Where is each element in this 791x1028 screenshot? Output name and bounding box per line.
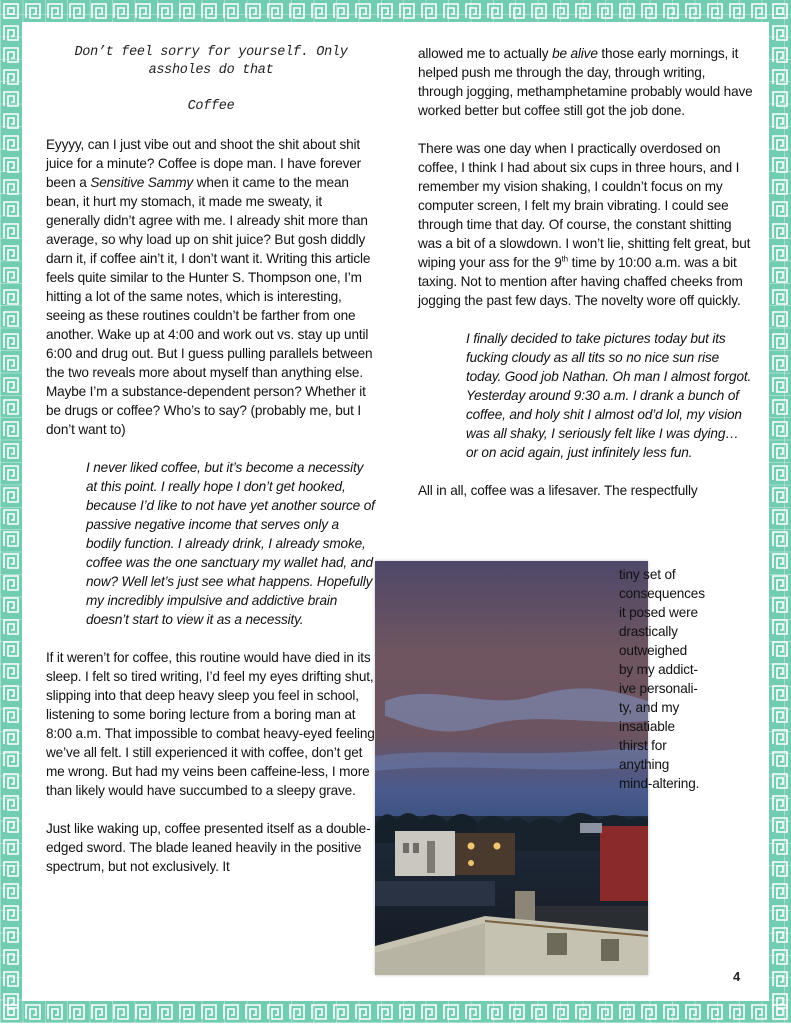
greek-key-tile-icon bbox=[769, 418, 791, 440]
greek-key-tile-icon bbox=[242, 0, 264, 22]
greek-key-tile-icon bbox=[0, 440, 22, 462]
wrapped-line: anything bbox=[619, 757, 670, 772]
wrapped-line: outweighed bbox=[619, 643, 688, 658]
greek-key-tile-icon bbox=[0, 880, 22, 902]
greek-key-tile-icon bbox=[0, 660, 22, 682]
greek-key-tile-icon bbox=[0, 924, 22, 946]
greek-key-tile-icon bbox=[286, 0, 308, 22]
greek-key-tile-icon bbox=[769, 374, 791, 396]
greek-key-tile-icon bbox=[769, 770, 791, 792]
border-right bbox=[769, 22, 791, 1001]
greek-key-tile-icon bbox=[264, 0, 286, 22]
greek-key-tile-icon bbox=[682, 1001, 704, 1023]
greek-key-tile-icon bbox=[748, 0, 770, 22]
greek-key-tile-icon bbox=[506, 0, 528, 22]
right-column bbox=[418, 44, 753, 500]
greek-key-tile-icon bbox=[769, 528, 791, 550]
body-paragraph: allowed me to actually be alive those early mornings, it helped push me through the day, through writing, through jogging, methamphetamine probably would have worked better but coffee still got the job done. bbox=[418, 46, 753, 118]
wrapped-line: ty, and my bbox=[619, 700, 680, 715]
greek-key-tile-icon bbox=[769, 506, 791, 528]
greek-key-tile-icon bbox=[769, 198, 791, 220]
greek-key-tile-icon bbox=[638, 1001, 660, 1023]
greek-key-tile-icon bbox=[330, 0, 352, 22]
greek-key-tile-icon bbox=[0, 154, 22, 176]
greek-key-tile-icon bbox=[198, 0, 220, 22]
greek-key-tile-icon bbox=[506, 1001, 528, 1023]
greek-key-tile-icon bbox=[308, 1001, 330, 1023]
greek-key-tile-icon bbox=[440, 1001, 462, 1023]
greek-key-tile-icon bbox=[769, 748, 791, 770]
greek-key-tile-icon bbox=[769, 726, 791, 748]
greek-key-tile-icon bbox=[0, 88, 22, 110]
journal-quote: I finally decided to take pictures today but its fucking cloudy as all tits so no nice sun rise today. Good job Nathan. Oh man I almost forgot. Yesterday around 9:30 a.m. I drank a bunch of coffee, and holy shit I almost od’d lol, my vision was all shaky, I seriously felt like I was dying… or on acid again, just infinitely less fun. bbox=[466, 331, 752, 460]
corner-ornament-icon bbox=[769, 1001, 791, 1023]
emphasis: Sensitive Sammy bbox=[90, 175, 194, 190]
greek-key-tile-icon bbox=[0, 550, 22, 572]
greek-key-tile-icon bbox=[769, 308, 791, 330]
greek-key-tile-icon bbox=[769, 924, 791, 946]
corner-ornament-icon bbox=[769, 0, 791, 22]
greek-key-tile-icon bbox=[0, 836, 22, 858]
corner-ornament-icon bbox=[0, 0, 22, 22]
greek-key-tile-icon bbox=[154, 0, 176, 22]
greek-key-tile-icon bbox=[769, 264, 791, 286]
greek-key-tile-icon bbox=[330, 1001, 352, 1023]
greek-key-tile-icon bbox=[198, 1001, 220, 1023]
greek-key-tile-icon bbox=[264, 1001, 286, 1023]
greek-key-tile-icon bbox=[769, 154, 791, 176]
greek-key-tile-icon bbox=[769, 814, 791, 836]
dusk-rooftops-photo bbox=[375, 561, 648, 975]
greek-key-tile-icon bbox=[0, 264, 22, 286]
greek-key-tile-icon bbox=[528, 1001, 550, 1023]
wrapped-line: insatiable bbox=[619, 719, 675, 734]
greek-key-tile-icon bbox=[0, 132, 22, 154]
greek-key-tile-icon bbox=[748, 1001, 770, 1023]
greek-key-tile-icon bbox=[0, 506, 22, 528]
greek-key-tile-icon bbox=[374, 1001, 396, 1023]
greek-key-tile-icon bbox=[769, 550, 791, 572]
greek-key-tile-icon bbox=[726, 0, 748, 22]
greek-key-tile-icon bbox=[682, 0, 704, 22]
greek-key-tile-icon bbox=[352, 1001, 374, 1023]
epigraph: Don’t feel sorry for yourself. Only assholes do that bbox=[74, 45, 348, 78]
greek-key-tile-icon bbox=[550, 1001, 572, 1023]
greek-key-tile-icon bbox=[0, 176, 22, 198]
greek-key-tile-icon bbox=[0, 374, 22, 396]
greek-key-tile-icon bbox=[484, 0, 506, 22]
greek-key-tile-icon bbox=[572, 1001, 594, 1023]
greek-key-tile-icon bbox=[638, 0, 660, 22]
greek-key-tile-icon bbox=[0, 352, 22, 374]
body-paragraph-lead: All in all, coffee was a lifesaver. The respectfully bbox=[418, 483, 698, 498]
greek-key-tile-icon bbox=[66, 0, 88, 22]
greek-key-tile-icon bbox=[704, 1001, 726, 1023]
greek-key-tile-icon bbox=[0, 220, 22, 242]
greek-key-tile-icon bbox=[0, 748, 22, 770]
wrapped-line: drastically bbox=[619, 624, 678, 639]
greek-key-tile-icon bbox=[0, 946, 22, 968]
greek-key-tile-icon bbox=[769, 132, 791, 154]
greek-key-tile-icon bbox=[769, 110, 791, 132]
greek-key-tile-icon bbox=[132, 1001, 154, 1023]
greek-key-tile-icon bbox=[769, 44, 791, 66]
greek-key-tile-icon bbox=[769, 352, 791, 374]
greek-key-tile-icon bbox=[769, 176, 791, 198]
border-left bbox=[0, 22, 22, 1001]
greek-key-tile-icon bbox=[396, 0, 418, 22]
body-paragraph: If it weren’t for coffee, this routine would have died in its sleep. I felt so tired writing, I’d feel my eyes drifting shut, slipping into that deep heavy sleep you feel in school, listening to some boring lecture from a boring man at 8:00 a.m. That impossible to combat heavy-eyed feeling we’ve all felt. I still experienced it with coffee, don’t get me wrong. But had my veins been caffeine-less, I more than likely would have succumbed to a sleepy grave. bbox=[46, 650, 375, 798]
page-number: 4 bbox=[733, 969, 741, 984]
journal-quote: I never liked coffee, but it’s become a necessity at this point. I really hope I don’t get hooked, because I’d like to not have yet another source of passive negative income that serves only a bodily function. I already drink, I already smoke, coffee was the one sanctuary my wallet had, and now? Well let’s just see what happens. Hopefully my incredibly impulsive and addictive brain doesn’t start to view it as a necessity. bbox=[86, 460, 375, 627]
greek-key-tile-icon bbox=[0, 968, 22, 990]
greek-key-tile-icon bbox=[769, 682, 791, 704]
greek-key-tile-icon bbox=[462, 0, 484, 22]
greek-key-tile-icon bbox=[176, 1001, 198, 1023]
greek-key-tile-icon bbox=[769, 462, 791, 484]
greek-key-tile-icon bbox=[88, 1001, 110, 1023]
body-paragraph: Just like waking up, coffee presented itself as a double-edged sword. The blade leaned heavily in the positive spectrum, but not exclusively. It bbox=[46, 821, 371, 874]
greek-key-tile-icon bbox=[0, 22, 22, 44]
greek-key-tile-icon bbox=[769, 836, 791, 858]
wrapped-line: it posed were bbox=[619, 605, 698, 620]
greek-key-tile-icon bbox=[769, 242, 791, 264]
greek-key-tile-icon bbox=[769, 858, 791, 880]
greek-key-tile-icon bbox=[44, 0, 66, 22]
greek-key-tile-icon bbox=[769, 616, 791, 638]
greek-key-tile-icon bbox=[352, 0, 374, 22]
greek-key-tile-icon bbox=[0, 286, 22, 308]
body-paragraph: Eyyyy, can I just vibe out and shoot the shit about shit juice for a minute? Coffee is dope man. I have forever been a Sensitive Sammy when it came to the mean bean, it hurt my stomach, it made me sweaty, it generally didn’t agree with me. I already shit more than average, so why load up on shit juice? But gosh diddly darn it, if coffee ain’t it, I don’t want it. Writing this article feels quite similar to the Hunter S. Thompson one, I’m hitting a lot of the same notes, which is interesting, seeing as these routines couldn’t be farther from one another. Wake up at 4:00 and work out vs. stay up until 6:00 and drug out. But I guess pulling parallels between the two reveals more about myself than anything else. Maybe I’m a substance-dependent person? Whether it be drugs or coffee? Who’s to say? (probably me, but I don’t want to) bbox=[46, 137, 373, 437]
greek-key-tile-icon bbox=[286, 1001, 308, 1023]
greek-key-tile-icon bbox=[769, 638, 791, 660]
body-paragraph: There was one day when I practically overdosed on coffee, I think I had about six cups in three hours, and I remember my vision shaking, I couldn’t focus on my computer screen, I felt my brain vibrating. I could see through time that day. Of course, the constant shitting was a bit of a slowdown. I won’t lie, shitting felt great, but wiping your ass for the 9th time by 10:00 a.m. was a bit taxing. Not to mention after having chaffed cheeks from jogging the past few days. The novelty wore off quickly. bbox=[418, 141, 751, 308]
greek-key-tile-icon bbox=[616, 0, 638, 22]
emphasis: be alive bbox=[552, 46, 598, 61]
greek-key-tile-icon bbox=[0, 792, 22, 814]
greek-key-tile-icon bbox=[0, 858, 22, 880]
greek-key-tile-icon bbox=[528, 0, 550, 22]
greek-key-tile-icon bbox=[704, 0, 726, 22]
greek-key-tile-icon bbox=[0, 528, 22, 550]
greek-key-tile-icon bbox=[0, 396, 22, 418]
greek-key-tile-icon bbox=[769, 902, 791, 924]
greek-key-tile-icon bbox=[0, 308, 22, 330]
greek-key-tile-icon bbox=[769, 968, 791, 990]
greek-key-tile-icon bbox=[418, 0, 440, 22]
greek-key-tile-icon bbox=[0, 616, 22, 638]
greek-key-tile-icon bbox=[594, 0, 616, 22]
greek-key-tile-icon bbox=[0, 110, 22, 132]
greek-key-tile-icon bbox=[176, 0, 198, 22]
greek-key-tile-icon bbox=[0, 726, 22, 748]
greek-key-tile-icon bbox=[0, 902, 22, 924]
greek-key-tile-icon bbox=[660, 0, 682, 22]
greek-key-tile-icon bbox=[769, 484, 791, 506]
greek-key-tile-icon bbox=[242, 1001, 264, 1023]
greek-key-tile-icon bbox=[396, 1001, 418, 1023]
border-top bbox=[22, 0, 769, 22]
greek-key-tile-icon bbox=[88, 0, 110, 22]
greek-key-tile-icon bbox=[0, 814, 22, 836]
greek-key-tile-icon bbox=[0, 44, 22, 66]
wrapped-line: mind-altering. bbox=[619, 776, 700, 791]
greek-key-tile-icon bbox=[22, 0, 44, 22]
greek-key-tile-icon bbox=[0, 462, 22, 484]
greek-key-tile-icon bbox=[769, 440, 791, 462]
left-column bbox=[46, 44, 376, 876]
greek-key-tile-icon bbox=[0, 66, 22, 88]
greek-key-tile-icon bbox=[769, 286, 791, 308]
wrapped-line: ive personali- bbox=[619, 681, 698, 696]
greek-key-tile-icon bbox=[769, 22, 791, 44]
greek-key-tile-icon bbox=[726, 1001, 748, 1023]
greek-key-tile-icon bbox=[44, 1001, 66, 1023]
wrapped-line: thirst for bbox=[619, 738, 667, 753]
greek-key-tile-icon bbox=[769, 792, 791, 814]
wrapped-line: tiny set of bbox=[619, 567, 676, 582]
greek-key-tile-icon bbox=[769, 88, 791, 110]
greek-key-tile-icon bbox=[0, 198, 22, 220]
border-bottom bbox=[22, 1001, 769, 1023]
greek-key-tile-icon bbox=[440, 0, 462, 22]
greek-key-tile-icon bbox=[308, 0, 330, 22]
greek-key-tile-icon bbox=[769, 572, 791, 594]
greek-key-tile-icon bbox=[374, 0, 396, 22]
greek-key-tile-icon bbox=[594, 1001, 616, 1023]
greek-key-tile-icon bbox=[220, 0, 242, 22]
greek-key-tile-icon bbox=[550, 0, 572, 22]
greek-key-tile-icon bbox=[769, 880, 791, 902]
greek-key-tile-icon bbox=[132, 0, 154, 22]
greek-key-tile-icon bbox=[769, 704, 791, 726]
greek-key-tile-icon bbox=[0, 594, 22, 616]
greek-key-tile-icon bbox=[22, 1001, 44, 1023]
greek-key-tile-icon bbox=[462, 1001, 484, 1023]
greek-key-tile-icon bbox=[769, 330, 791, 352]
greek-key-tile-icon bbox=[0, 418, 22, 440]
greek-key-tile-icon bbox=[0, 704, 22, 726]
greek-key-tile-icon bbox=[769, 220, 791, 242]
greek-key-tile-icon bbox=[616, 1001, 638, 1023]
wrapped-line: consequences bbox=[619, 586, 705, 601]
greek-key-tile-icon bbox=[0, 484, 22, 506]
section-title: Coffee bbox=[187, 99, 235, 114]
greek-key-tile-icon bbox=[769, 946, 791, 968]
greek-key-tile-icon bbox=[484, 1001, 506, 1023]
greek-key-tile-icon bbox=[110, 0, 132, 22]
document-page bbox=[22, 22, 769, 1001]
greek-key-tile-icon bbox=[220, 1001, 242, 1023]
greek-key-tile-icon bbox=[0, 682, 22, 704]
wrapped-text-beside-photo bbox=[619, 565, 749, 793]
greek-key-tile-icon bbox=[0, 638, 22, 660]
greek-key-tile-icon bbox=[769, 66, 791, 88]
greek-key-tile-icon bbox=[418, 1001, 440, 1023]
greek-key-tile-icon bbox=[110, 1001, 132, 1023]
greek-key-tile-icon bbox=[0, 330, 22, 352]
greek-key-tile-icon bbox=[660, 1001, 682, 1023]
greek-key-tile-icon bbox=[0, 242, 22, 264]
greek-key-tile-icon bbox=[154, 1001, 176, 1023]
greek-key-tile-icon bbox=[0, 572, 22, 594]
wrapped-line: by my addict- bbox=[619, 662, 698, 677]
greek-key-tile-icon bbox=[769, 396, 791, 418]
greek-key-tile-icon bbox=[572, 0, 594, 22]
greek-key-tile-icon bbox=[769, 660, 791, 682]
greek-key-tile-icon bbox=[66, 1001, 88, 1023]
corner-ornament-icon bbox=[0, 1001, 22, 1023]
greek-key-tile-icon bbox=[0, 770, 22, 792]
greek-key-tile-icon bbox=[769, 594, 791, 616]
